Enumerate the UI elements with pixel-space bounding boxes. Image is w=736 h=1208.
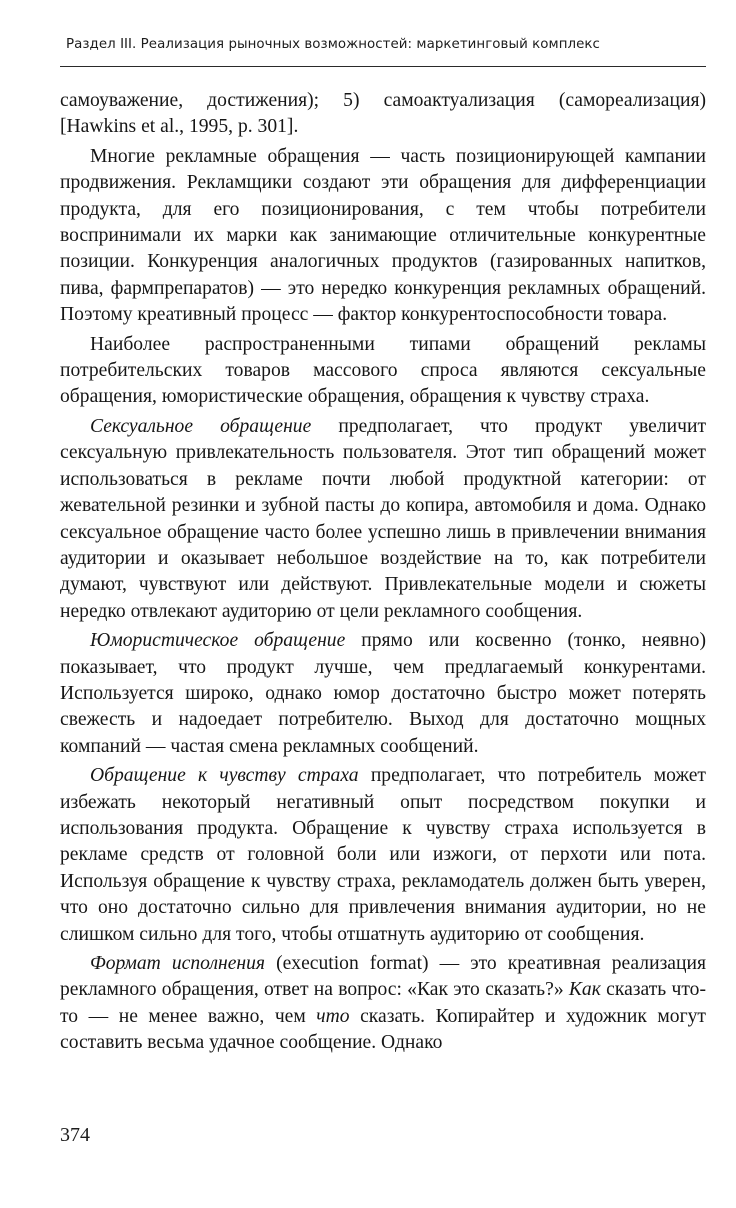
paragraph-appeal-types: Наиболее распространенными типами обращений рекламы потребительских товаров массового спроса являются сексуальные обращения, юмористические обращения, обращения к чувству страха. [60, 333, 706, 408]
paragraph-fear-appeal-text: предполагает, что потребитель может избежать некоторый негативный опыт посредством покупки и использования продукта. Обращение к чувству страха используется в рекламе средств от головной боли или изжоги, от перхоти или пота. Используя обращение к чувству страха, рекламодатель должен быть уверен, что оно достаточно сильно для привлечения внимания аудитории, но не слишком сильно для того, чтобы отшатнуть аудиторию от сообщения. [60, 765, 706, 945]
term-sexual-appeal: Сексуальное обращение [90, 415, 312, 437]
page-number: 374 [60, 1124, 90, 1146]
term-humor-appeal: Юмористическое обращение [90, 630, 346, 652]
term-execution-format: Формат исполнения [90, 953, 266, 974]
paragraph-execution-format-text-b: сказать что-то — не менее важно, чем [60, 979, 706, 1027]
paragraph-humor-appeal [60, 628, 706, 760]
paragraph-humor-appeal-text: прямо или косвенно (тонко, неявно) показывает, что продукт лучше, чем предлагаемый конкурентами. Используется широко, однако юмор достаточно быстро может потерять свежесть и надоедает потребителю. Выход для достаточно мощных компаний — частая смена рекламных сообщений. [60, 630, 706, 757]
paragraph-execution-format-text-c: сказать. Копирайтер и художник могут составить весьма удачное сообщение. Однако [60, 1005, 706, 1054]
paragraph-sexual-appeal [60, 414, 706, 625]
paragraph-fear-appeal [60, 763, 706, 948]
paragraph-positioning: Многие рекламные обращения — часть позиционирующей кампании продвижения. Рекламщики создают эти обращения для дифференциации продукта, для его позиционирования, с тем чтобы потребители воспринимали их марки как занимающие отличительные конкурентные позиции. Конкуренция аналогичных продуктов (газированных напитков, пива, фармпрепаратов) — это нередко конкуренция рекламных обращений. Поэтому креативный процесс — фактор конкурентоспособности товара. [60, 145, 706, 326]
paragraph-sexual-appeal-text: предполагает, что продукт увеличит сексуальную привлекательность пользователя. Этот тип обращений может использоваться в рекламе почти любой продуктной категории: от жевательной резинки и зубной пасты до копира, автомобиля и дома. Однако сексуальное обращение часто более успешно лишь в привлечении внимания аудитории и оказывает небольшое воздействие на то, как потребители думают, чувствуют или действуют. Привлекательные модели и сюжеты нередко отвлекают аудиторию от цели рекламного сообщения. [60, 415, 707, 622]
term-how: Как [568, 979, 601, 1001]
paragraph-execution-format [60, 951, 706, 1057]
running-header: Раздел III. Реализация рыночных возможностей: маркетинговый комплекс [66, 37, 600, 52]
paragraph-execution-format-text-a: (execution format) — это креативная реализация рекламного обращения, ответ на вопрос: «Как это сказать?» [60, 953, 706, 1001]
term-fear-appeal: Обращение к чувству страха [90, 765, 359, 787]
term-what: что [316, 1005, 350, 1027]
header-divider [60, 66, 706, 67]
paragraph-continuation: самоуважение, достижения); 5) самоактуализация (самореализация) [Hawkins et al., 1995, p. 301]. [60, 90, 706, 138]
body-text [60, 88, 706, 1060]
